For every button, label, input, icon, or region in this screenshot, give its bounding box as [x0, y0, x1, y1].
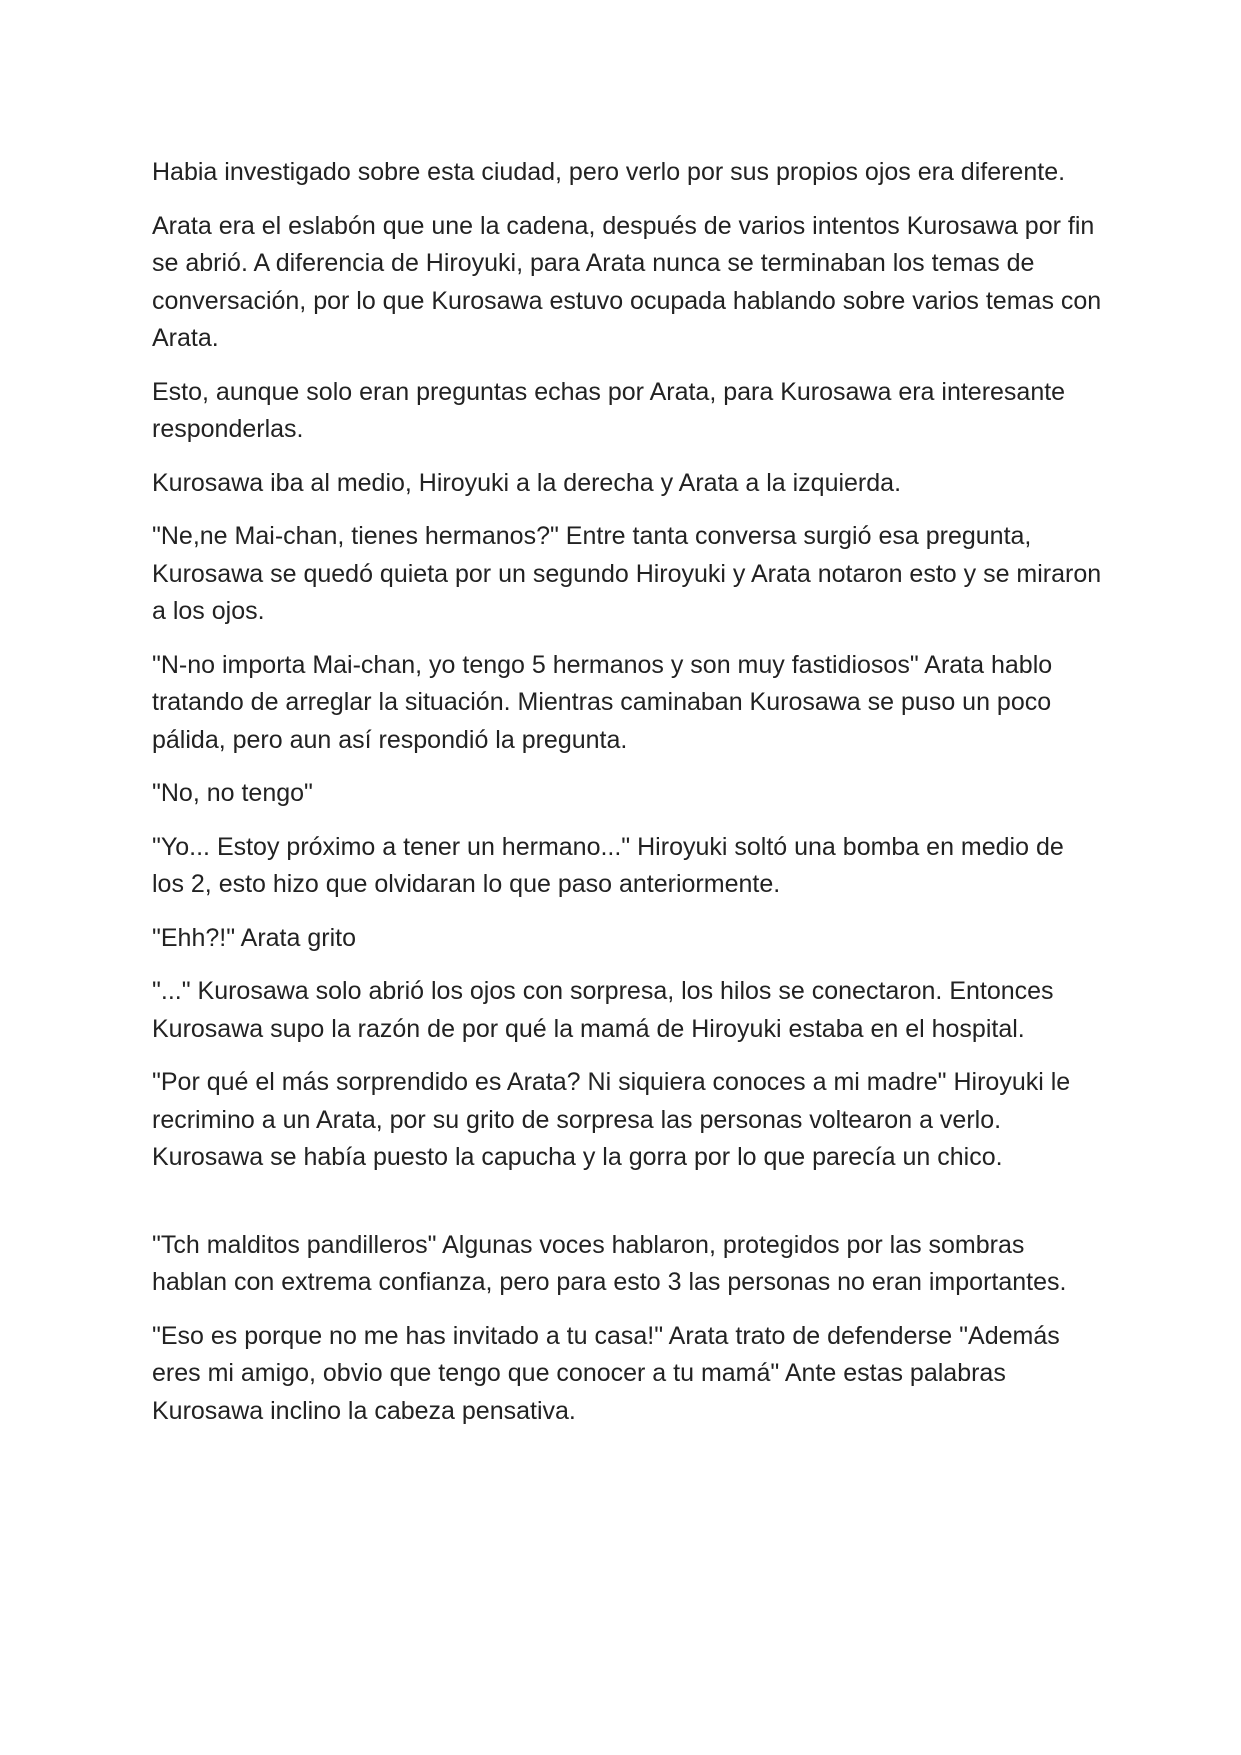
paragraph-8: "Yo... Estoy próximo a tener un hermano..." Hiroyuki soltó una bomba en medio de los 2, esto hizo que olvidaran lo que paso anteriormente.	[152, 832, 1064, 898]
paragraph-1: Habia investigado sobre esta ciudad, pero verlo por sus propios ojos era diferente.	[152, 158, 1066, 186]
paragraph-7: "No, no tengo"	[152, 779, 313, 807]
paragraph-6: "N-no importa Mai-chan, yo tengo 5 hermanos y son muy fastidiosos" Arata hablo tratando de arreglar la situación. Mientras caminaban Kurosawa se puso un poco pálida, pero aun así respondió la pregunta.	[152, 650, 1053, 754]
paragraph-4: Kurosawa iba al medio, Hiroyuki a la derecha y Arata a la izquierda.	[152, 468, 902, 497]
paragraph-2: Arata era el eslabón que une la cadena, después de varios intentos Kurosawa por fin se abrió. A diferencia de Hiroyuki, para Arata nunca se terminaban los temas de conversación, por lo que Kurosawa estuvo ocupada hablando sobre varios temas con Arata.	[152, 211, 1102, 352]
paragraph-3: Esto, aunque solo eran preguntas echas por Arata, para Kurosawa era interesante responderlas.	[152, 377, 1066, 443]
paragraph-11: "Por qué el más sorprendido es Arata? Ni siquiera conoces a mi madre" Hiroyuki le recrimino a un Arata, por su grito de sorpresa las personas voltearon a verlo. Kurosawa se había puesto la capucha y la gorra por lo que parecía un chico.	[152, 1068, 1071, 1171]
paragraph-10: "..." Kurosawa solo abrió los ojos con sorpresa, los hilos se conectaron. Entonces Kurosawa supo la razón de por qué la mamá de Hiroyuki estaba en el hospital.	[152, 977, 1054, 1043]
document-body	[152, 154, 1102, 1446]
paragraph-12: "Tch malditos pandilleros" Algunas voces hablaron, protegidos por las sombras hablan con extrema confianza, pero para esto 3 las personas no eran importantes.	[152, 1230, 1067, 1296]
paragraph-13: "Eso es porque no me has invitado a tu casa!" Arata trato de defenderse "Además eres mi amigo, obvio que tengo que conocer a tu mamá" Ante estas palabras Kurosawa inclino la cabeza pensativa.	[152, 1321, 1060, 1425]
paragraph-5: "Ne,ne Mai-chan, tienes hermanos?" Entre tanta conversa surgió esa pregunta, Kurosawa se quedó quieta por un segundo Hiroyuki y Arata notaron esto y se miraron a los ojos.	[152, 522, 1102, 625]
paragraph-9: "Ehh?!" Arata grito	[152, 923, 356, 952]
